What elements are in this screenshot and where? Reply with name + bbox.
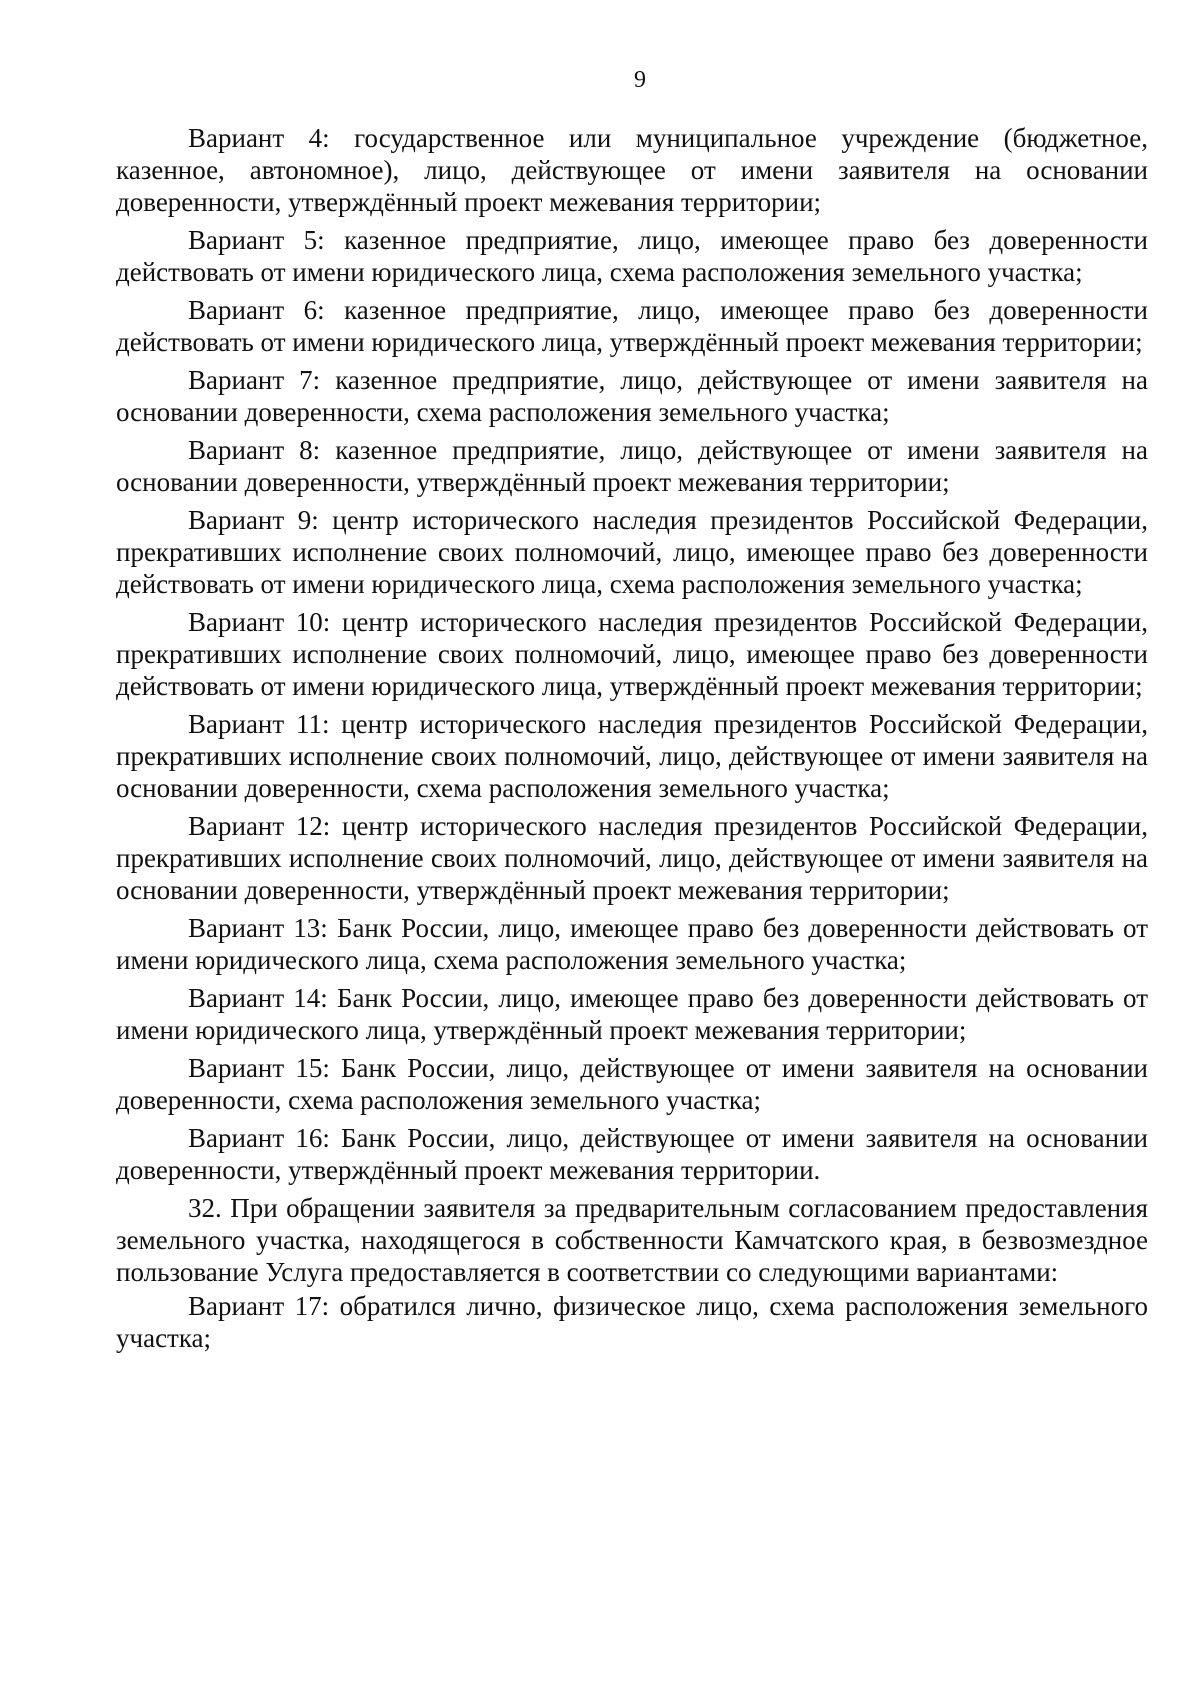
paragraph-variant-7: Вариант 7: казенное предприятие, лицо, действующее от имени заявителя на основании доверенности, схема расположения земельного участка; <box>116 365 1148 427</box>
paragraph-variant-6: Вариант 6: казенное предприятие, лицо, имеющее право без доверенности действовать от имени юридического лица, утверждённый проект межевания территории; <box>116 295 1148 357</box>
paragraph-variant-4: Вариант 4: государственное или муниципальное учреждение (бюджетное, казенное, автономное), лицо, действующее от имени заявителя на основании доверенности, утверждённый проект межевания территории; <box>116 123 1148 217</box>
paragraph-variant-17: Вариант 17: обратился лично, физическое лицо, схема расположения земельного участка; <box>116 1291 1148 1353</box>
paragraph-variant-16: Вариант 16: Банк России, лицо, действующее от имени заявителя на основании доверенности, утверждённый проект межевания территории. <box>116 1123 1148 1185</box>
paragraph-variant-14: Вариант 14: Банк России, лицо, имеющее право без доверенности действовать от имени юридического лица, утверждённый проект межевания территории; <box>116 983 1148 1045</box>
paragraph-variant-12: Вариант 12: центр исторического наследия президентов Российской Федерации, прекративших исполнение своих полномочий, лицо, действующее от имени заявителя на основании доверенности, утверждённый проект межевания территории; <box>116 811 1148 905</box>
paragraph-variant-9: Вариант 9: центр исторического наследия президентов Российской Федерации, прекративших исполнение своих полномочий, лицо, имеющее право без доверенности действовать от имени юридического лица, схема расположения земельного участка; <box>116 505 1148 599</box>
page-number: 9 <box>634 67 646 93</box>
document-body <box>116 122 1148 1360</box>
paragraph-variant-13: Вариант 13: Банк России, лицо, имеющее право без доверенности действовать от имени юридического лица, схема расположения земельного участка; <box>116 913 1148 975</box>
paragraph-variant-5: Вариант 5: казенное предприятие, лицо, имеющее право без доверенности действовать от имени юридического лица, схема расположения земельного участка; <box>116 225 1148 287</box>
paragraph-variant-11: Вариант 11: центр исторического наследия президентов Российской Федерации, прекративших исполнение своих полномочий, лицо, действующее от имени заявителя на основании доверенности, схема расположения земельного участка; <box>116 709 1148 803</box>
paragraph-clause-32: 32. При обращении заявителя за предварительным согласованием предоставления земельного участка, находящегося в собственности Камчатского края, в безвозмездное пользование Услуга предоставляется в соответствии со следующими вариантами: <box>116 1193 1148 1287</box>
paragraph-variant-10: Вариант 10: центр исторического наследия президентов Российской Федерации, прекративших исполнение своих полномочий, лицо, имеющее право без доверенности действовать от имени юридического лица, утверждённый проект межевания территории; <box>116 607 1148 701</box>
paragraph-variant-15: Вариант 15: Банк России, лицо, действующее от имени заявителя на основании доверенности, схема расположения земельного участка; <box>116 1053 1148 1115</box>
paragraph-variant-8: Вариант 8: казенное предприятие, лицо, действующее от имени заявителя на основании доверенности, утверждённый проект межевания территории; <box>116 435 1148 497</box>
